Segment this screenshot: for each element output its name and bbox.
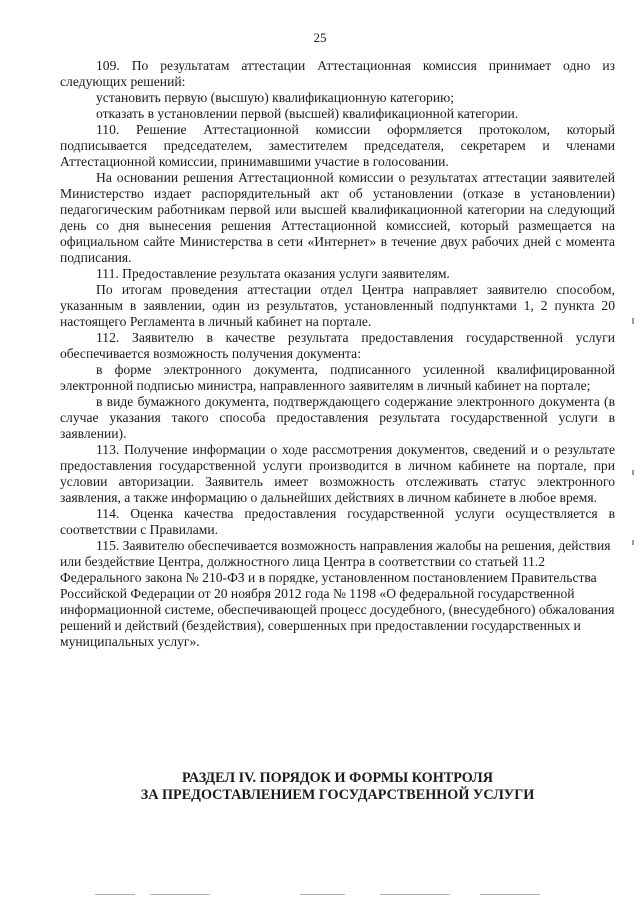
paragraph-110: 110. Решение Аттестационной комиссии оформляется протоколом, который подписывается председателем, заместителем председателя, секретарем и членами Аттестационной комиссии, принимавшими участие в голосовании. xyxy=(60,122,615,169)
scan-mark xyxy=(632,318,634,324)
paragraph-112: 112. Заявителю в качестве результата предоставления государственной услуги обеспечивается возможность получения документа: xyxy=(60,330,615,361)
paragraph-114: 114. Оценка качества предоставления государственной услуги осуществляется в соответствии с Правилами. xyxy=(60,506,615,537)
scan-line xyxy=(380,894,450,895)
paragraph-111: 111. Предоставление результата оказания услуги заявителям. xyxy=(96,266,450,281)
paragraph-113: 113. Получение информации о ходе рассмотрения документов, сведений и о результате предоставления государственной услуги производится в личном кабинете на портале, при условии авторизации. Заявитель имеет возможность отслеживать статус электронного заявления, а также информацию о дальнейших действиях в личном кабинете в любое время. xyxy=(60,442,615,505)
section-heading-line-2: ЗА ПРЕДОСТАВЛЕНИЕМ ГОСУДАРСТВЕННОЙ УСЛУГИ xyxy=(140,787,535,803)
paragraph-115: 115. Заявителю обеспечивается возможность направления жалобы на решения, действия или бездействие Центра, должностного лица Центра в соответствии со статьей 11.2 Федерального закона № 210-ФЗ и в порядке, установленном постановлением Правительства Российской Федерации от 20 ноября 2012 года № 1198 «О федеральной государственной информационной системе, обеспечивающей процесс досудебного, (внесудебного) обжалования решений и действий (бездействия), совершенных при предоставлении государственных и муниципальных услуг». xyxy=(60,538,615,649)
scan-line xyxy=(480,894,540,895)
scan-mark xyxy=(632,540,634,545)
paragraph-112-option-2: в виде бумажного документа, подтверждающего содержание электронного документа (в случае указания такого способа предоставления результата государственной услуги в заявлении). xyxy=(60,394,615,441)
page-number: 25 xyxy=(313,30,327,45)
scan-mark xyxy=(632,470,634,475)
paragraph-112-option-1: в форме электронного документа, подписанного усиленной квалифицированной электронной подписью министра, направленного заявителям в личный кабинет на портале; xyxy=(60,362,615,393)
scan-line xyxy=(150,894,210,895)
paragraph-109-option-2: отказать в установлении первой (высшей) квалификационной категории. xyxy=(96,106,519,121)
paragraph-109: 109. По результатам аттестации Аттестационная комиссия принимает одно из следующих решений: xyxy=(60,58,615,89)
paragraph-111-continued: По итогам проведения аттестации отдел Центра направляет заявителю способом, указанным в заявлении, один из результатов, установленный подпунктами 1, 2 пункта 20 настоящего Регламента в личный кабинет на портале. xyxy=(60,282,615,329)
document-body xyxy=(60,58,615,650)
scan-line xyxy=(95,894,135,895)
scan-line xyxy=(300,894,345,895)
section-heading-line-1: РАЗДЕЛ IV. ПОРЯДОК И ФОРМЫ КОНТРОЛЯ xyxy=(182,770,493,786)
paragraph-110-continued: На основании решения Аттестационной комиссии о результатах аттестации заявителей Министерство издает распорядительный акт об установлении (отказе в установлении) педагогическим работникам первой или высшей квалификационной категории на следующий день со дня вынесения решения Аттестационной комиссией, который размещается на официальном сайте Министерства в сети «Интернет» в течение двух рабочих дней с момента подписания. xyxy=(60,170,615,265)
section-heading xyxy=(60,770,615,804)
paragraph-109-option-1: установить первую (высшую) квалификационную категорию; xyxy=(96,90,455,105)
